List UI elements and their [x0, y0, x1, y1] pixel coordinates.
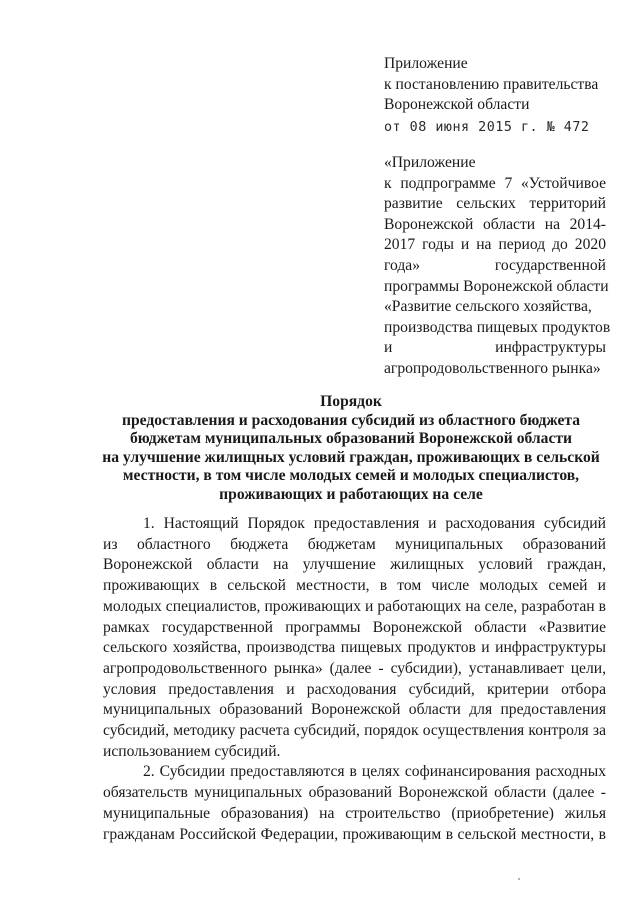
subappendix-line-1: «Приложение [384, 154, 476, 171]
title-line-6: проживающих и работающих на селе [219, 485, 483, 503]
title-line-1: Порядок [320, 393, 382, 410]
p1-line-2: из областного бюджета бюджетам муниципальных образований [103, 535, 606, 553]
title-line-2: предоставления и расходования субсидий из областного бюджета [121, 411, 581, 429]
subappendix-line-5: 2017 годы и на период до 2020 [384, 236, 606, 254]
subappendix-line-2: к подпрограмме 7 «Устойчивое [384, 174, 606, 192]
appendix-line-2: к постановлению правительства [384, 75, 599, 93]
p1-line-9: условия предоставления и расходования субсидий, критерии отбора [103, 680, 606, 698]
title-line-4: на улучшение жилищных условий граждан, проживающих в сельской [102, 448, 600, 466]
title-line-3: бюджетам муниципальных образований Воронежской области [129, 430, 573, 448]
document-body [103, 514, 606, 845]
p1-line-12: использованием субсидий. [103, 742, 281, 760]
subappendix-line-8: «Развитие сельского хозяйства, [384, 298, 592, 316]
p2-line-4: гражданам Российской Федерации, проживающим в сельской местности, в [103, 825, 606, 843]
p1-line-4: проживающих в сельской местности, в том числе молодых семей и [103, 577, 606, 595]
p2-line-2: обязательств муниципальных образований Воронежской области (далее - [103, 784, 606, 802]
date-number-stamp: от 08 июня 2015 г. № 472 [384, 119, 590, 135]
subappendix-line-7: программы Воронежской области [384, 277, 609, 295]
subappendix-line-11: агропродовольственного рынка» [384, 359, 601, 377]
subappendix-line-10: и инфраструктуры [384, 339, 606, 357]
p1-line-6: рамках государственной программы Воронежской области «Развитие [103, 618, 606, 636]
scan-speck [452, 677, 454, 679]
appendix-line-3: Воронежской области [384, 96, 530, 114]
subprogram-appendix-header [384, 153, 611, 380]
subappendix-line-3: развитие сельских территорий [384, 195, 606, 213]
p1-line-5: молодых специалистов, проживающих и работающих на селе, разработан в [103, 597, 606, 615]
p2-line-3: муниципальные образования) на строительство (приобретение) жилья [103, 804, 606, 822]
subappendix-line-6: года» государственной [384, 256, 606, 274]
p1-line-11: субсидий, методику расчета субсидий, порядок осуществления контроля за [103, 722, 606, 740]
appendix-header [384, 54, 606, 138]
paragraph-1 [103, 514, 606, 762]
title-line-5: местности, в том числе молодых семей и молодых специалистов, [122, 467, 580, 485]
appendix-line-1: Приложение [384, 55, 468, 72]
p1-line-3: Воронежской области на улучшение жилищных условий граждан, [103, 556, 606, 574]
subappendix-line-4: Воронежской области на 2014- [384, 215, 606, 233]
p1-line-1: 1. Настоящий Порядок предоставления и расходования субсидий [143, 515, 606, 532]
p1-line-8: агропродовольственного рынка» (далее - субсидии), устанавливает цели, [103, 659, 606, 677]
scan-speck [518, 878, 520, 880]
document-title [96, 393, 606, 505]
subappendix-line-9: производства пищевых продуктов [384, 318, 611, 336]
p1-line-10: муниципальных образований Воронежской области для предоставления [103, 701, 606, 719]
p2-line-1: 2. Субсидии предоставляются в целях софинансирования расходных [143, 763, 606, 781]
paragraph-2 [103, 762, 606, 845]
p1-line-7: сельского хозяйства, производства пищевых продуктов и инфраструктуры [103, 639, 606, 657]
